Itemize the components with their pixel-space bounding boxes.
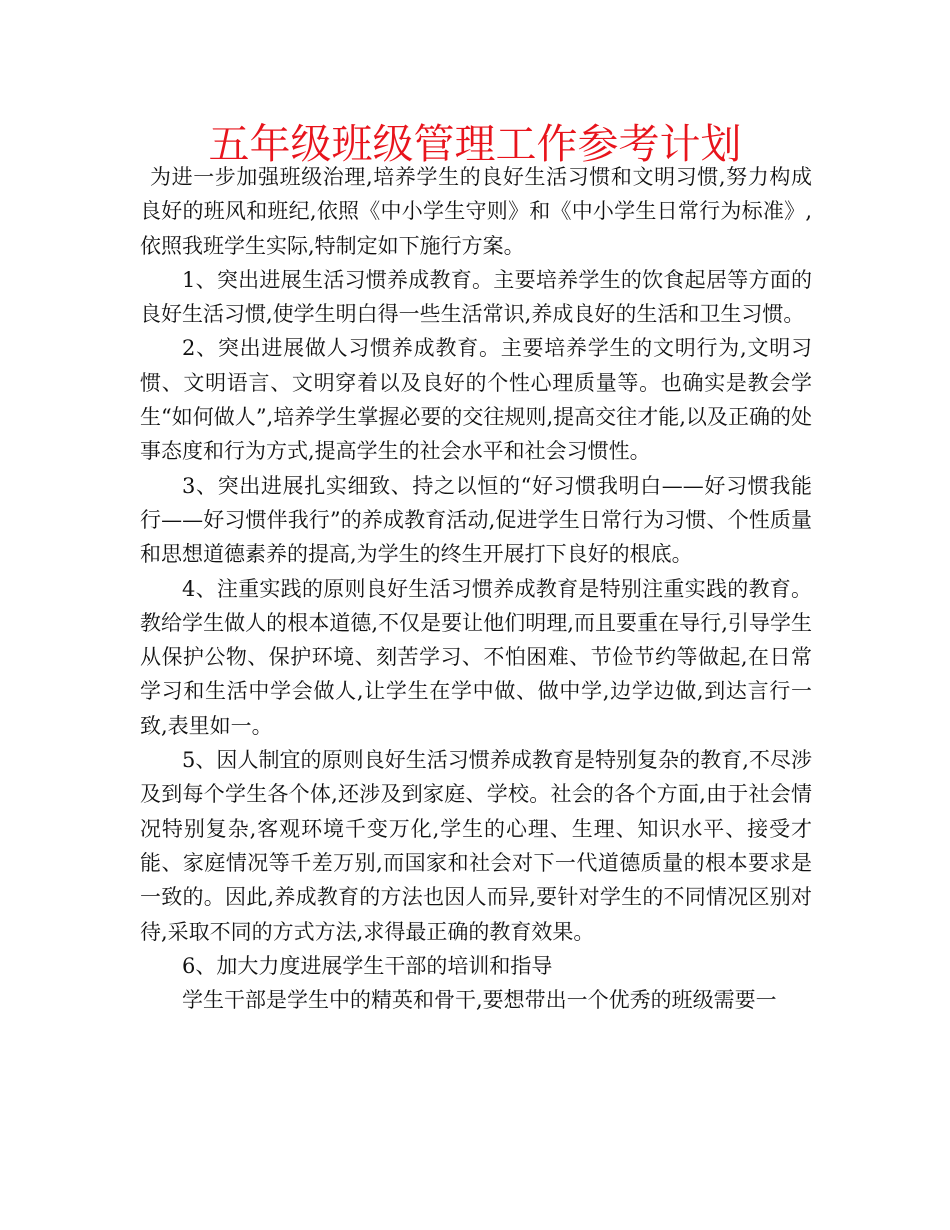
paragraph-7: 学生干部是学生中的精英和骨干,要想带出一个优秀的班级需要一 [182,988,777,1013]
intro-paragraph: 为进一步加强班级治理,培养学生的良好生活习惯和文明习惯,努力构成良好的班风和班纪,依照《中小学生守则》和《中小学生日常行为标准》,依照我班学生实际,特制定如下施行方案。 [140,165,812,258]
document-body [140,160,812,1017]
paragraph-6-heading: 6、加大力度进展学生干部的培训和指导 [182,953,553,978]
paragraph-2: 2、突出进展做人习惯养成教育。主要培养学生的文明行为,文明习惯、文明语言、文明穿着以及良好的个性心理质量等。也确实是教会学生“如何做人”,培养学生掌握必要的交往规则,提高交往才能,以及正确的处事态度和行为方式,提高学生的社会水平和社会习惯性。 [140,336,812,464]
document-title: 五年级班级管理工作参考计划 [208,120,742,168]
paragraph-5: 5、因人制宜的原则良好生活习惯养成教育是特别复杂的教育,不尽涉及到每个学生各个体,还涉及到家庭、学校。社会的各个方面,由于社会情况特别复杂,客观环境千变万化,学生的心理、生理、知识水平、接受才能、家庭情况等千差万别,而国家和社会对下一代道德质量的根本要求是一致的。因此,养成教育的方法也因人而异,要针对学生的不同情况区别对待,采取不同的方式方法,求得最正确的教育效果。 [140,748,812,944]
paragraph-3: 3、突出进展扎实细致、持之以恒的“好习惯我明白——好习惯我能行——好习惯伴我行”的养成教育活动,促进学生日常行为习惯、个性质量和思想道德素养的提高,为学生的终生开展打下良好的根底。 [140,473,812,567]
paragraph-1: 1、突出进展生活习惯养成教育。主要培养学生的饮食起居等方面的良好生活习惯,使学生明白得一些生活常识,养成良好的生活和卫生习惯。 [140,267,812,327]
paragraph-4: 4、注重实践的原则良好生活习惯养成教育是特别注重实践的教育。教给学生做人的根本道德,不仅是要让他们明理,而且要重在导行,引导学生从保护公物、保护环境、刻苦学习、不怕困难、节俭节约等做起,在日常学习和生活中学会做人,让学生在学中做、做中学,边学边做,到达言行一致,表里如一。 [140,576,812,738]
